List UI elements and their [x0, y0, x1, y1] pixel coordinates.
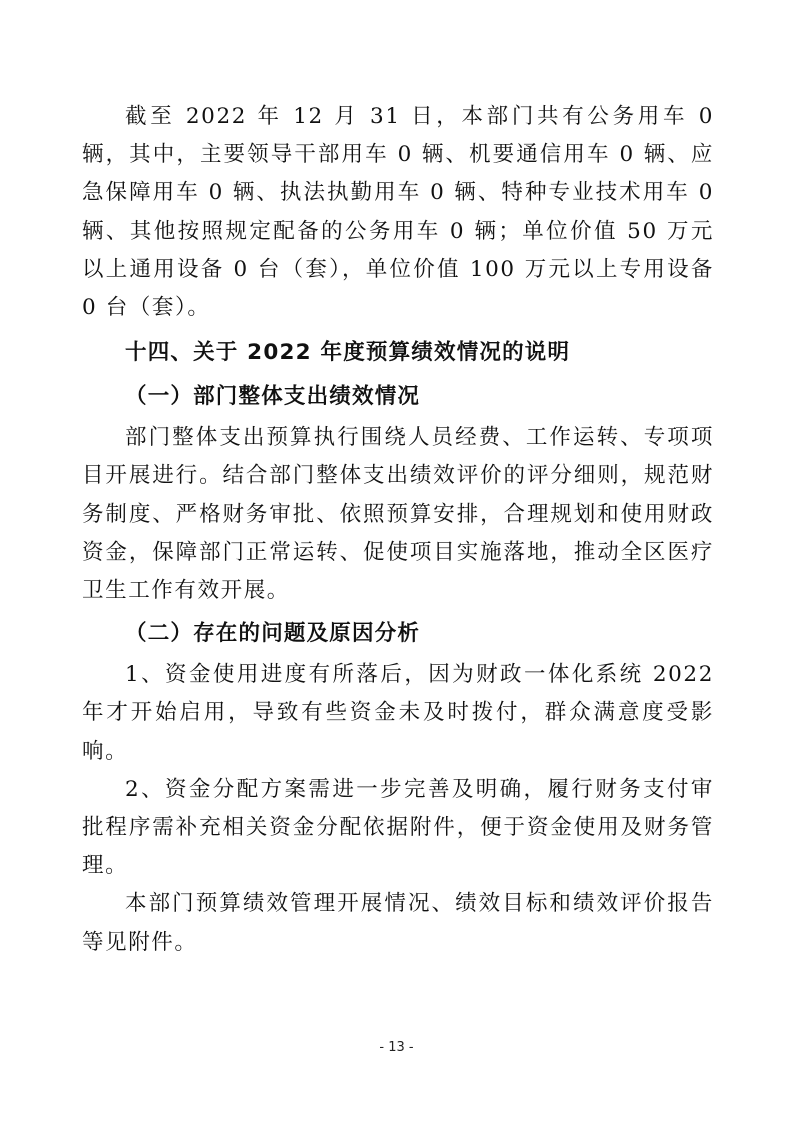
section-heading-14: 十四、关于 2022 年度预算绩效情况的说明: [125, 340, 571, 366]
paragraph-problem-2: 2、资金分配方案需进一步完善及明确，履行财务支付审批程序需补充相关资金分配依据附件，便于资金使用及财务管理。: [82, 776, 714, 879]
subsection-heading-2: （二）存在的问题及原因分析: [125, 621, 421, 647]
paragraph-attachment-note: 本部门预算绩效管理开展情况、绩效目标和绩效评价报告等见附件。: [82, 891, 714, 955]
paragraph-vehicles: 截至 2022 年 12 月 31 日，本部门共有公务用车 0 辆，其中，主要领导干部用车 0 辆、机要通信用车 0 辆、应急保障用车 0 辆、执法执勤用车 0 辆、特种专业技术用车 0 辆、其他按照规定配备的公务用车 0 辆；单位价值 50 万元以上通用设备 0 台（套），单位价值 100 万元以上专用设备 0 台（套）。: [82, 104, 714, 321]
paragraph-overall-performance: 部门整体支出预算执行围绕人员经费、工作运转、专项项目开展进行。结合部门整体支出绩效评价的评分细则，规范财务制度、严格财务审批、依照预算安排，合理规划和使用财政资金，保障部门正常运转、促使项目实施落地，推动全区医疗卫生工作有效开展。: [82, 425, 714, 604]
paragraph-problem-1: 1、资金使用进度有所落后，因为财政一体化系统 2022 年才开始启用，导致有些资金未及时拨付，群众满意度受影响。: [82, 662, 714, 764]
document-body: [82, 98, 714, 962]
subsection-heading-1: （一）部门整体支出绩效情况: [125, 384, 421, 410]
page-number: - 13 -: [379, 1040, 414, 1055]
